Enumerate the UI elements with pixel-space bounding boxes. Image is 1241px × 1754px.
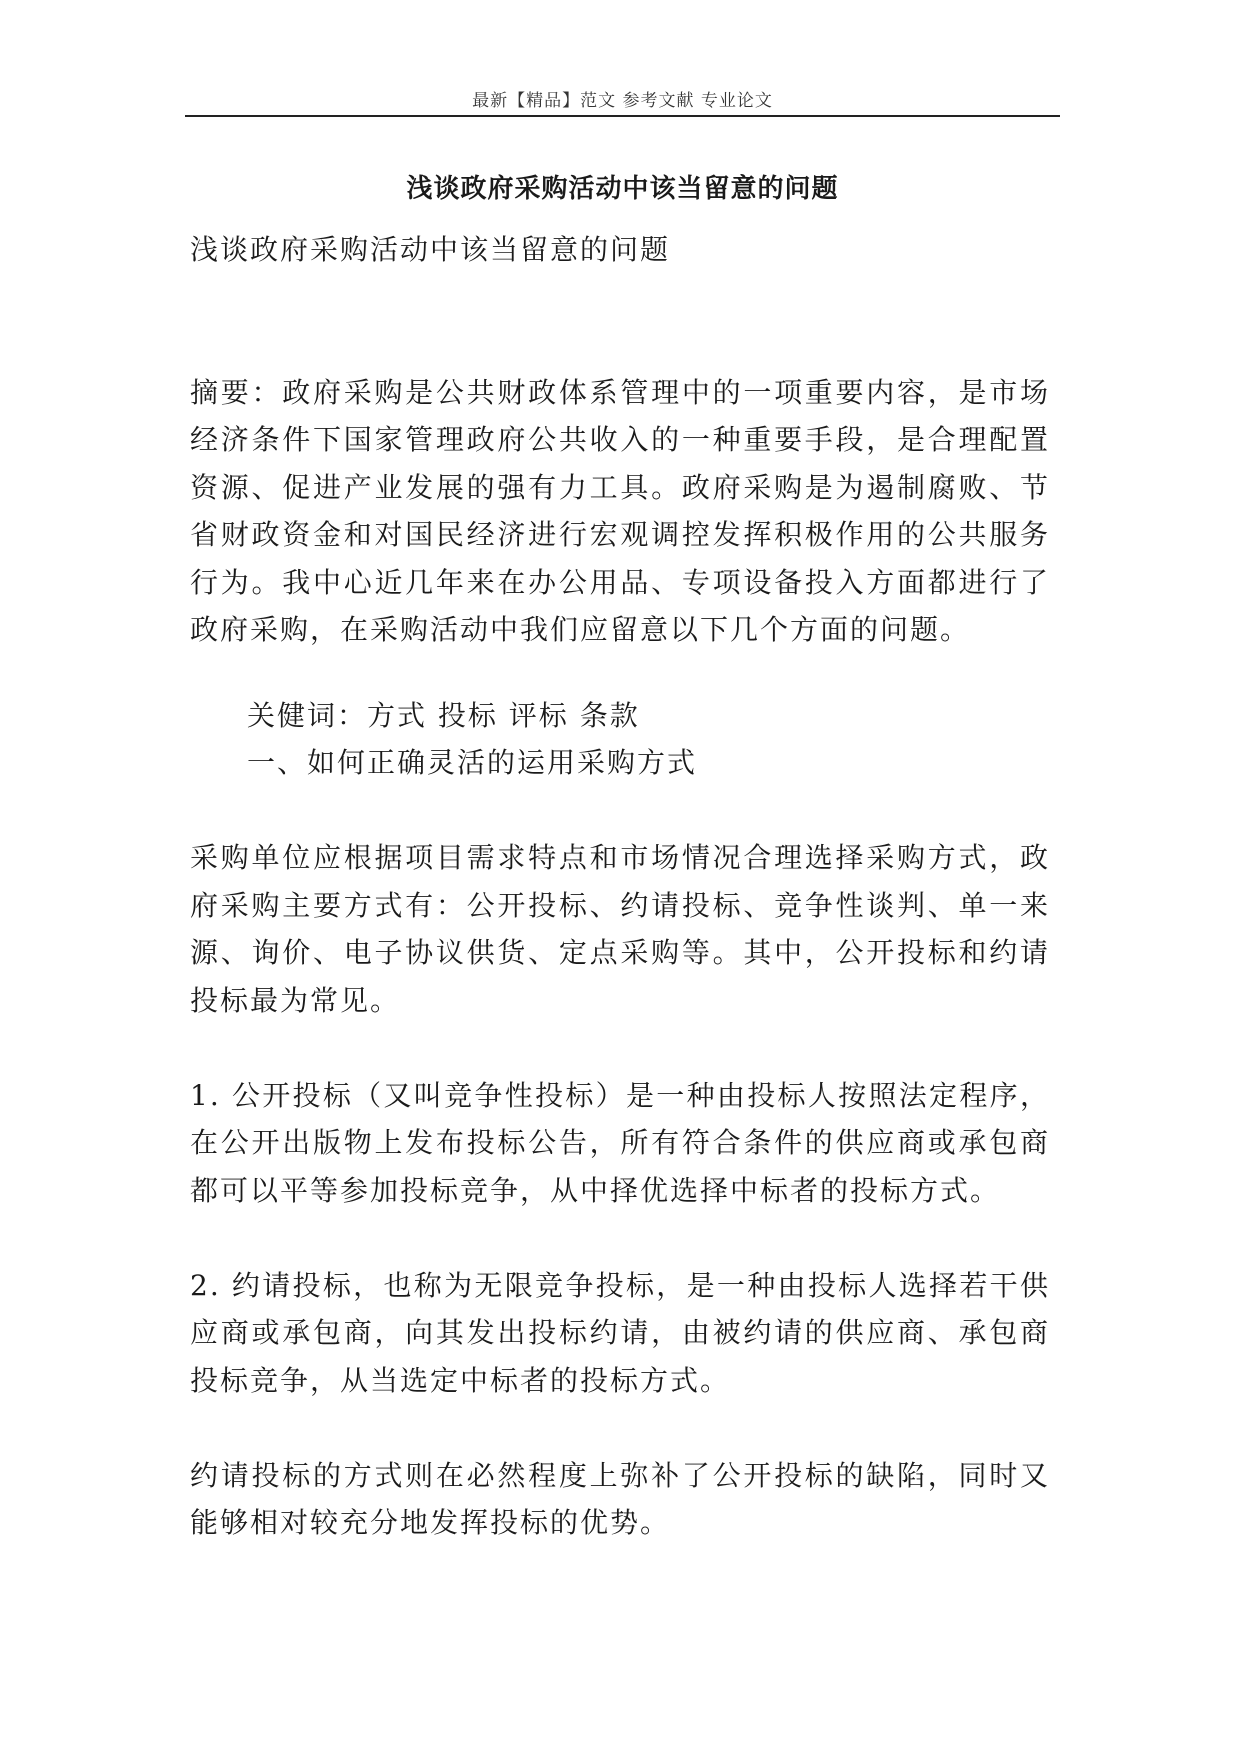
spacer — [190, 274, 1050, 369]
document-title: 浅谈政府采购活动中该当留意的问题 — [406, 174, 839, 204]
keywords-line: 关健词：方式 投标 评标 条款 — [247, 698, 640, 732]
header-divider — [185, 115, 1060, 117]
document-subtitle: 浅谈政府采购活动中该当留意的问题 — [190, 233, 671, 266]
document-body — [190, 226, 1050, 1547]
spacer — [190, 1024, 1050, 1072]
spacer — [190, 1404, 1050, 1452]
spacer — [190, 787, 1050, 835]
section-heading: 一、如何正确灵活的运用采购方式 — [247, 746, 698, 779]
body-paragraph: 1. 公开投标（又叫竞争性投标）是一种由投标人按照法定程序，在公开出版物上发布投标公告，所有符合条件的供应商或承包商都可以平等参加投标竞争，从中择优选择中标者的投标方式。 — [190, 1078, 1050, 1207]
running-header: 最新【精品】范文 参考文献 专业论文 — [472, 91, 773, 111]
body-paragraph: 约请投标的方式则在必然程度上弥补了公开投标的缺陷，同时又能够相对较充分地发挥投标的优势。 — [190, 1458, 1050, 1539]
spacer — [190, 1214, 1050, 1262]
spacer — [190, 654, 1050, 692]
body-paragraph: 采购单位应根据项目需求特点和市场情况合理选择采购方式，政府采购主要方式有：公开投标、约请投标、竞争性谈判、单一来源、询价、电子协议供货、定点采购等。其中，公开投标和约请投标最为常见。 — [190, 841, 1050, 1017]
abstract-paragraph: 摘要：政府采购是公共财政体系管理中的一项重要内容，是市场经济条件下国家管理政府公共收入的一种重要手段，是合理配置资源、促进产业发展的强有力工具。政府采购是为遏制腐败、节省财政资金和对国民经济进行宏观调控发挥积极作用的公共服务行为。我中心近几年来在办公用品、专项设备投入方面都进行了政府采购，在采购活动中我们应留意以下几个方面的问题。 — [190, 375, 1050, 646]
body-paragraph: 2. 约请投标，也称为无限竞争投标，是一种由投标人选择若干供应商或承包商，向其发出投标约请，由被约请的供应商、承包商投标竞争，从当选定中标者的投标方式。 — [190, 1268, 1050, 1397]
